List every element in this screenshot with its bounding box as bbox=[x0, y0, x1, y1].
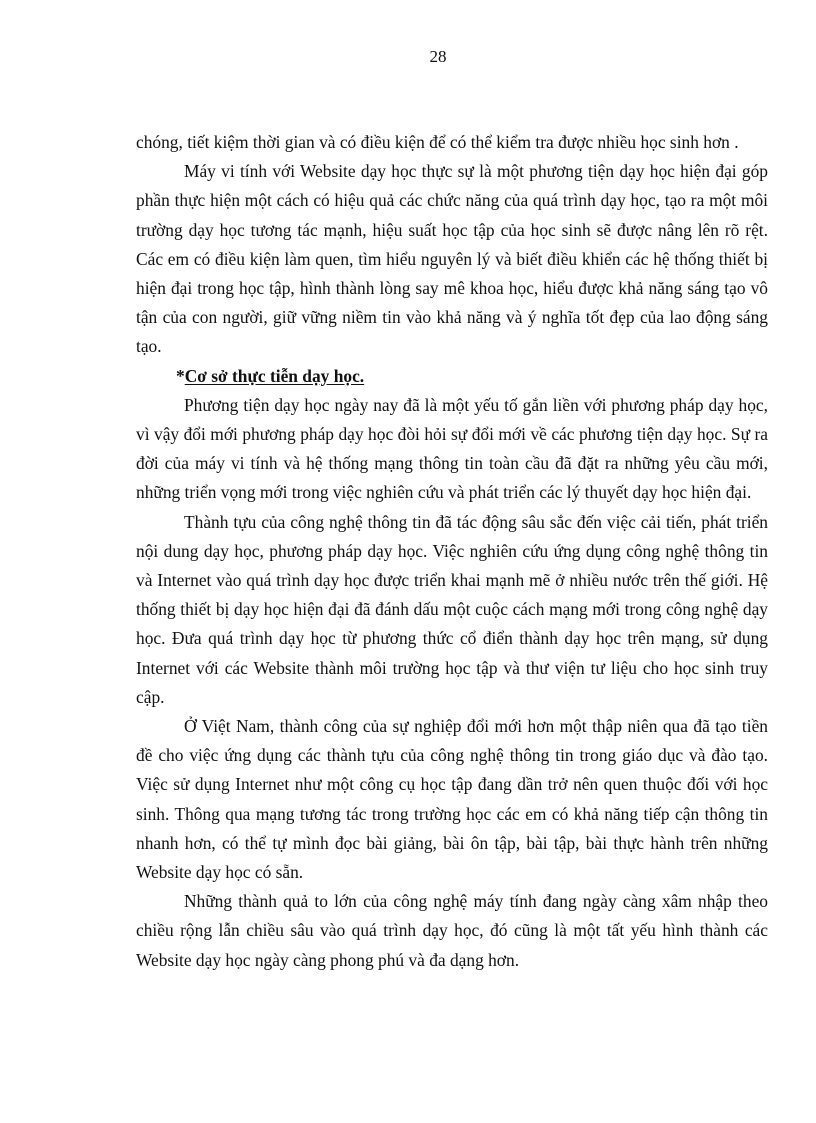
section-heading bbox=[136, 362, 768, 391]
heading-practical-basis: Cơ sở thực tiễn dạy học. bbox=[184, 365, 365, 386]
document-body bbox=[136, 128, 768, 975]
paragraph-it-achievements: Thành tựu của công nghệ thông tin đã tác động sâu sắc đến việc cải tiến, phát triển nội dung dạy học, phương pháp dạy học. Việc nghiên cứu ứng dụng công nghệ thông tin và Internet vào quá trình dạy học được triển khai mạnh mẽ ở nhiều nước trên thế giới. Hệ thống thiết bị dạy học hiện đại đã đánh dấu một cuộc cách mạng mới trong công nghệ dạy học. Đưa quá trình dạy học từ phương thức cổ điển thành dạy học trên mạng, sử dụng Internet với các Website thành môi trường học tập và thư viện tư liệu cho học sinh truy cập. bbox=[136, 511, 768, 707]
page-number: 28 bbox=[429, 47, 447, 66]
paragraph-continuation: chóng, tiết kiệm thời gian và có điều kiện để có thể kiểm tra được nhiều học sinh hơn . bbox=[136, 132, 739, 152]
paragraph-vietnam: Ở Việt Nam, thành công của sự nghiệp đổi mới hơn một thập niên qua đã tạo tiền đề cho việc ứng dụng các thành tựu của công nghệ thông tin trong giáo dục và đào tạo. Việc sử dụng Internet như một công cụ học tập đang dần trở nên quen thuộc đối với học sinh. Thông qua mạng tương tác trong trường học các em có khả năng tiếp cận thông tin nhanh hơn, có thể tự mình đọc bài giảng, bài ôn tập, bài tập, bài thực hành trên những Website dạy học có sẵn. bbox=[136, 716, 768, 883]
heading-asterisk: * bbox=[176, 365, 185, 386]
paragraph-conclusion: Những thành quả to lớn của công nghệ máy tính đang ngày càng xâm nhập theo chiều rộng lẫn chiều sâu vào quá trình dạy học, đó cũng là một tất yếu hình thành các Website dạy học ngày càng phong phú và đa dạng hơn. bbox=[136, 891, 768, 970]
paragraph-computer-website: Máy vi tính với Website dạy học thực sự là một phương tiện dạy học hiện đại góp phần thực hiện một cách có hiệu quả các chức năng của quá trình dạy học, tạo ra một môi trường dạy học tương tác mạnh, hiệu suất học tập của học sinh sẽ được nâng lên rõ rệt. Các em có điều kiện làm quen, tìm hiểu nguyên lý và biết điều khiển các hệ thống thiết bị hiện đại trong học tập, hình thành lòng say mê khoa học, hiểu được khả năng sáng tạo vô tận của con người, giữ vững niềm tin vào khả năng và ý nghĩa tốt đẹp của lao động sáng tạo. bbox=[136, 161, 768, 357]
paragraph-teaching-tools: Phương tiện dạy học ngày nay đã là một yếu tố gắn liền với phương pháp dạy học, vì vậy đổi mới phương pháp dạy học đòi hỏi sự đổi mới về các phương tiện dạy học. Sự ra đời của máy vi tính và hệ thống mạng thông tin toàn cầu đã đặt ra những yêu cầu mới, những triển vọng mới trong việc nghiên cứu và phát triển các lý thuyết dạy học hiện đại. bbox=[136, 394, 768, 503]
